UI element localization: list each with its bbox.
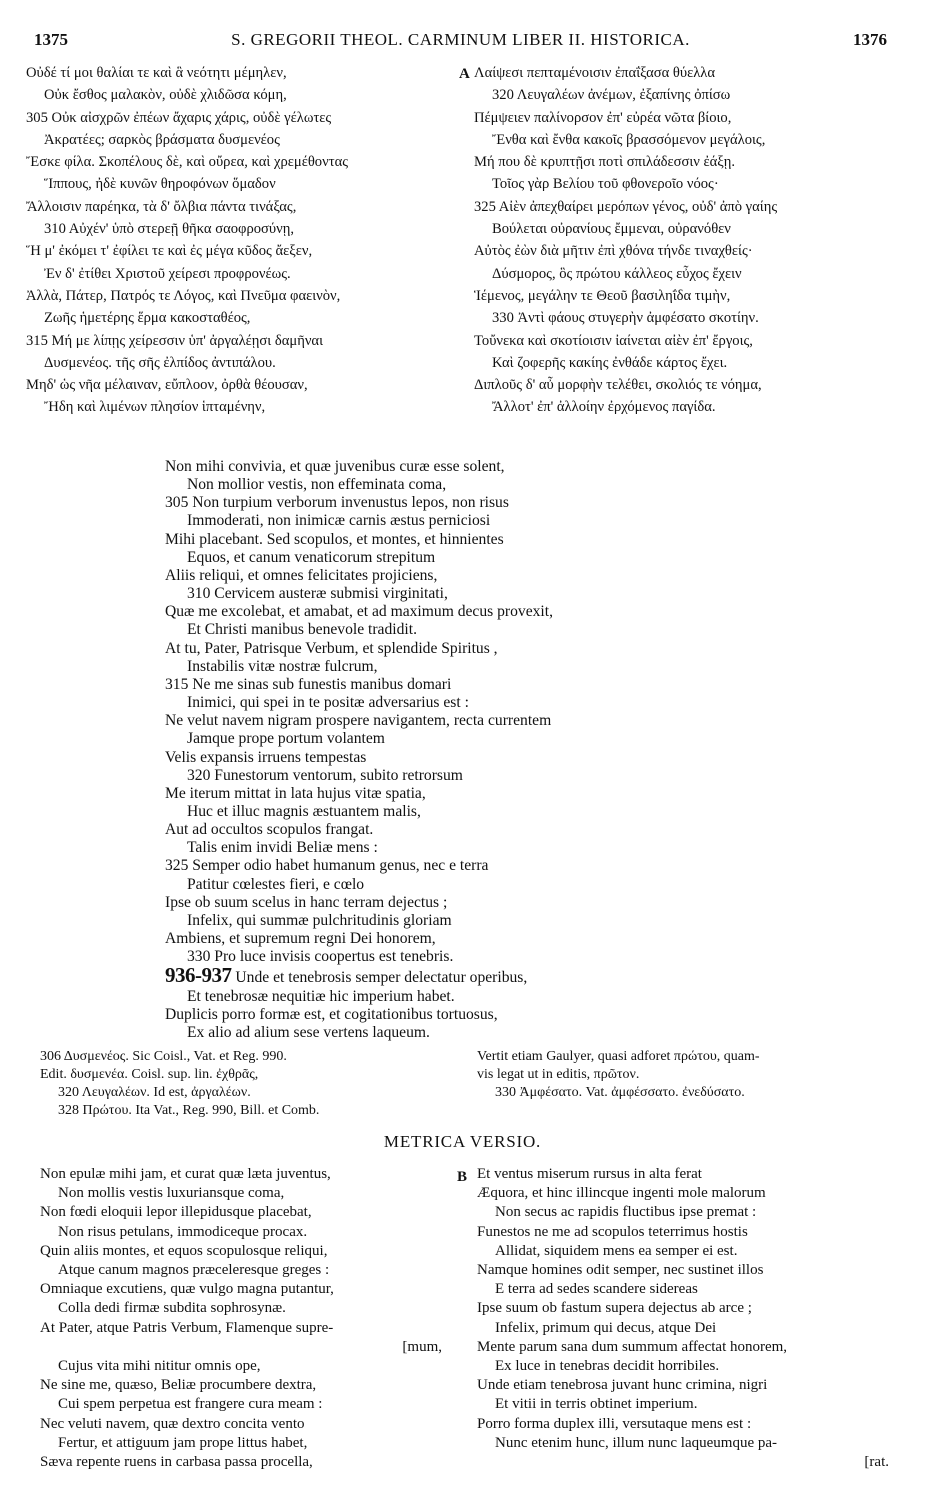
greek-verse-line: Τοὔνεκα καὶ σκοτίοισιν ἰαίνεται αἰὲν ἐπ' ἔργοις, — [474, 332, 753, 349]
latin-verse-line: Quæ me excolebat, et amabat, et ad maximum decus provexit, — [165, 603, 553, 621]
metrica-verse-line: At Pater, atque Patris Verbum, Flamenque supre- — [40, 1319, 334, 1336]
greek-verse-line: 305 Οὐκ αἰσχρῶν ἐπέων ἄχαρις χάρις, οὐδὲ γέλωτες — [26, 109, 332, 126]
latin-verse-line: Aut ad occultos scopulos frangat. — [165, 821, 374, 839]
metrica-verse-line: Cui spem perpetua est frangere cura meam : — [58, 1396, 323, 1413]
metrica-verse-line: Ne sine me, quæso, Beliæ procumbere dextra, — [40, 1377, 317, 1394]
metrica-verse-line: Colla dedi firmæ subdita sophrosynæ. — [58, 1300, 286, 1317]
greek-text-left-column — [26, 62, 446, 419]
greek-verse-line: 325 Αἰὲν ἀπεχθαίρει μερόπων γένος, οὐδ' ἀπὸ γαίης — [474, 198, 778, 215]
greek-verse-line: 315 Μή με λίπῃς χείρεσσιν ὑπ' ἀργαλέῃσι δαμῆναι — [26, 332, 323, 349]
greek-verse-line: Ἔσκε φίλα. Σκοπέλους δὲ, καὶ οὔρεα, καὶ χρεμέθοντας — [26, 154, 348, 171]
metrica-verse-line: Non mollis vestis luxuriansque coma, — [58, 1185, 285, 1202]
greek-verse-line: Αὐτὸς ἐὼν διὰ μῆτιν ἐπὶ χθόνα τήνδε τιναχθείς· — [474, 243, 753, 260]
greek-verse-line: Ἵππους, ἠδὲ κυνῶν θηροφόνων ὅμαδον — [44, 176, 276, 193]
footnote-line: 330 Ἀμφέσατο. Vat. ἀμφέσσατο. ἐνεδύσατο. — [495, 1085, 745, 1100]
latin-verse-text: Unde et tenebrosis semper delectatur operibus, — [235, 969, 528, 987]
section-title-metrica: METRICA VERSIO. — [383, 1132, 542, 1151]
greek-verse-line: Ἤδη καὶ λιμένων πλησίον ἱπταμένην, — [44, 399, 266, 416]
latin-verse-line: Talis enim invidi Beliæ mens : — [187, 839, 378, 857]
latin-verse-line: 315 Ne me sinas sub funestis manibus domari — [165, 675, 452, 693]
latin-verse-line: 305 Non turpium verborum invenustus lepos, non risus — [165, 494, 509, 512]
greek-verse-line: Καὶ ζοφερῆς κακίης ἐνθάδε κάρτος ἔχει. — [492, 354, 728, 371]
metrica-verse-line: Porro forma duplex illi, versutaque mens est : — [477, 1415, 752, 1432]
column-marker-a: A — [459, 66, 470, 82]
metrica-verse-line: Atque canum magnos præceleresque greges : — [58, 1262, 330, 1279]
greek-verse-line: Ἐν δ' ἐτίθει Χριστοῦ χείρεσι προφρονέως. — [44, 265, 291, 282]
latin-verse-line: 310 Cervicem austeræ submisi virginitati, — [187, 585, 448, 603]
greek-verse-line: Διπλοῦς δ' αὖ μορφὴν τελέθει, σκολιός τε νόημα, — [474, 377, 762, 394]
metrica-verse-line: [rat. — [864, 1454, 889, 1471]
latin-verse-line: Instabilis vitæ nostræ fulcrum, — [187, 657, 378, 675]
metrica-verse-line: Quin aliis montes, et equos scopulosque reliqui, — [40, 1242, 328, 1259]
latin-verse-line: Inimici, qui spei in te positæ adversarius est : — [187, 694, 469, 712]
latin-verse-line: Ne velut navem nigram prospere navigantem, recta currentem — [165, 712, 552, 730]
greek-verse-line: 330 Ἀντὶ φάους στυγερὴν ἀμφέσατο σκοτίην. — [492, 310, 759, 327]
metrica-verse-line: Omniaque excutiens, quæ vulgo magna putantur, — [40, 1281, 334, 1298]
metrica-verse-line: [mum, — [402, 1338, 442, 1355]
greek-verse-line: Μή που δὲ κρυπτῇσι ποτὶ σπιλάδεσσιν ἐάξῃ. — [474, 154, 736, 171]
greek-verse-line: Ἀλλὰ, Πάτερ, Πατρός τε Λόγος, καὶ Πνεῦμα φαεινὸν, — [26, 287, 341, 304]
greek-verse-line: 320 Λευγαλέων ἀνέμων, ἐξαπίνης ὀπίσω — [492, 87, 731, 104]
latin-verse-line: Jamque prope portum volantem — [187, 730, 385, 748]
footnote-line: vis legat ut in editis, πρῶτον. — [477, 1067, 640, 1082]
metrica-verse-line: Non risus petulans, immodiceque procax. — [58, 1223, 308, 1240]
latin-verse-line: 320 Funestorum ventorum, subito retrorsum — [187, 766, 463, 784]
metrica-verse-line: Infelix, primum qui decus, atque Dei — [495, 1319, 717, 1336]
greek-verse-line: Ἄλλοισιν παρέηκα, τὰ δ' ὄλβια πάντα τινάξας, — [26, 198, 297, 215]
latin-verse-line: Et Christi manibus benevole tradidit. — [187, 621, 417, 639]
footnote-line: 306 Δυσμενέος. Sic Coisl., Vat. et Reg. 990. — [40, 1049, 287, 1064]
latin-verse-line: Aliis reliqui, et omnes felicitates projiciens, — [165, 566, 438, 584]
latin-verse-line: Duplicis porro formæ est, et cogitationibus tortuosus, — [165, 1005, 498, 1023]
metrica-verse-line: Nec veluti navem, quæ dextro concita vento — [40, 1415, 305, 1432]
footnote-line: 328 Πρώτου. Ita Vat., Reg. 990, Bill. et Comb. — [58, 1103, 320, 1118]
latin-verse-line: Equos, et canum venaticorum strepitum — [187, 548, 436, 566]
latin-verse-line: Immoderati, non inimicæ carnis æstus perniciosi — [187, 512, 491, 530]
greek-verse-line: Ἱέμενος, μεγάλην τε Θεοῦ βασιληΐδα τιμὴν, — [474, 287, 731, 304]
latin-verse-line: Mihi placebant. Sed scopulos, et montes, et hinnientes — [165, 530, 504, 548]
page-number-left: 1375 — [34, 30, 68, 49]
latin-verse-line-with-column-number — [165, 963, 885, 988]
greek-verse-line: Ἔνθα καὶ ἔνθα κακοῖς βρασσόμενον μεγάλοις, — [492, 131, 766, 148]
running-title: S. GREGORII THEOL. CARMINUM LIBER II. HISTORICA. — [231, 30, 690, 49]
metrica-verse-line: Non epulæ mihi jam, et curat quæ læta juventus, — [40, 1166, 331, 1182]
latin-verse-line: Huc et illuc magnis æstuantem malis, — [187, 802, 421, 820]
metrica-verse-line: Non fœdi eloquii lepor illepidusque placebat, — [40, 1204, 312, 1221]
metrica-verse-line: Et ventus miserum rursus in alta ferat — [477, 1166, 702, 1182]
footnote-line: 320 Λευγαλέων. Id est, ἀργαλέων. — [58, 1085, 251, 1100]
metrica-verse-line: Et vitii in terris obtinet imperium. — [495, 1396, 698, 1413]
greek-verse-line: Τοῖος γὰρ Βελίου τοῦ φθονεροῖο νόος· — [492, 176, 719, 193]
column-marker-b: B — [457, 1169, 468, 1185]
metrica-verse-line: Ipse suum ob fastum supera dejectus ab arce ; — [477, 1300, 752, 1317]
metrica-verse-line: Nunc etenim hunc, illum nunc laqueumque pa- — [495, 1434, 778, 1451]
running-header — [34, 30, 887, 54]
metrica-verse-line: Fertur, et attiguum jam prope littus habet, — [58, 1434, 308, 1451]
metrica-verse-line: Mente parum sana dum summum affectat honorem, — [477, 1338, 788, 1355]
latin-verse-line: Velis expansis irruens tempestas — [165, 748, 367, 766]
column-number: 936-937 — [165, 963, 232, 988]
footnotes-left — [40, 1048, 460, 1120]
greek-verse-line: Ἄλλοτ' ἐπ' ἀλλοίην ἐρχόμενος παγίδα. — [492, 399, 716, 416]
greek-verse-line: Ζωῆς ἡμετέρης ἕρμα κακοσταθέος, — [44, 310, 251, 327]
latin-verse-line: At tu, Pater, Patrisque Verbum, et splendide Spiritus , — [165, 639, 498, 657]
greek-verse-line: Ἀκρατέες; σαρκὸς βράσματα δυσμενέος — [44, 131, 280, 148]
latin-verse-line: Ipse ob suum scelus in hanc terram dejectus ; — [165, 893, 448, 911]
latin-verse-line: Patitur cœlestes fieri, e cœlo — [187, 875, 365, 893]
metrica-verse-line: Non secus ac rapidis fluctibus ipse premat : — [495, 1204, 757, 1221]
latin-verse-line: Infelix, qui summæ pulchritudinis gloriam — [187, 911, 452, 929]
latin-verse-line: Non mihi convivia, et quæ juvenibus curæ esse solent, — [165, 458, 505, 475]
metrica-verse-line: Sæva repente ruens in carbasa passa procella, — [40, 1454, 313, 1471]
greek-verse-line: Πέμψειεν παλίνορσον ἐπ' εὐρέα νῶτα βίοιο, — [474, 109, 732, 126]
latin-verse-line: Ex alio ad alium sese vertens laqueum. — [187, 1023, 430, 1041]
latin-verse-line: Ambiens, et supremum regni Dei honorem, — [165, 930, 436, 948]
page-number-right: 1376 — [853, 30, 887, 49]
metrica-verse-line: Namque homines odit semper, nec sustinet illos — [477, 1262, 764, 1279]
metrica-verse-line: Allidat, siquidem mens ea semper ei est. — [495, 1242, 738, 1259]
latin-verse-line: Me iterum mittat in lata hujus vitæ spatia, — [165, 784, 426, 802]
footnote-line: Vertit etiam Gaulyer, quasi adforet πρώτου, quam- — [477, 1049, 760, 1064]
footnotes-right — [477, 1048, 907, 1102]
greek-verse-line: Ἥ μ' ἐκόμει τ' ἐφίλει τε καὶ ἐς μέγα κῦδος ἄεξεν, — [26, 243, 313, 260]
latin-verse-line: Et tenebrosæ nequitiæ hic imperium habet. — [187, 987, 455, 1005]
footnote-line: Edit. δυσμενέα. Coisl. sup. lin. ἐχθρᾶς, — [40, 1067, 259, 1082]
metrica-verse-line: Funestos ne me ad scopulos teterrimus hostis — [477, 1223, 748, 1240]
metrica-verse-line: Unde etiam tenebrosa juvant hunc crimina, nigri — [477, 1377, 768, 1394]
greek-verse-line: Βούλεται οὐρανίους ἔμμεναι, οὐρανόθεν — [492, 221, 731, 238]
greek-text-right-column — [474, 62, 894, 419]
greek-verse-line: Μηδ' ὡς νῆα μέλαιναν, εὔπλοον, ὀρθὰ θέουσαν, — [26, 377, 308, 394]
metrica-verse-line: Æquora, et hinc illincque ingenti mole malorum — [477, 1185, 766, 1202]
greek-verse-line: Οὐδέ τί μοι θαλίαι τε καὶ ἃ νεότητι μέμηλεν, — [26, 65, 287, 81]
metrica-verse-line: E terra ad sedes scandere sidereas — [495, 1281, 698, 1298]
greek-verse-line: Λαίψεσι πεπταμένοισιν ἐπαΐξασα θύελλα — [474, 65, 716, 81]
greek-verse-line: Δύσμορος, ὃς πρώτου κάλλεος εὖχος ἔχειν — [492, 265, 742, 282]
latin-translation — [165, 458, 885, 1042]
metrica-verse-line: Cujus vita mihi nititur omnis ope, — [58, 1358, 261, 1375]
latin-verse-line: 325 Semper odio habet humanum genus, nec e terra — [165, 857, 489, 875]
latin-verse-line: Non mollior vestis, non effeminata coma, — [187, 476, 447, 494]
metrica-versio-right — [477, 1165, 907, 1472]
greek-verse-line: Οὐκ ἔσθος μαλακὸν, οὐδὲ χλιδῶσα κόμη, — [44, 87, 287, 104]
greek-verse-line: Δυσμενέος. τῆς σῆς ἐλπίδος ἀντιπάλου. — [44, 354, 276, 371]
metrica-verse-line: Ex luce in tenebras decidit horribiles. — [495, 1358, 720, 1375]
latin-verse-line: 330 Pro luce invisis coopertus est tenebris. — [187, 948, 454, 966]
metrica-versio-left — [40, 1165, 460, 1472]
greek-verse-line: 310 Αὐχέν' ὑπὸ στερεῇ θῆκα σαοφροσύνῃ, — [44, 221, 294, 238]
